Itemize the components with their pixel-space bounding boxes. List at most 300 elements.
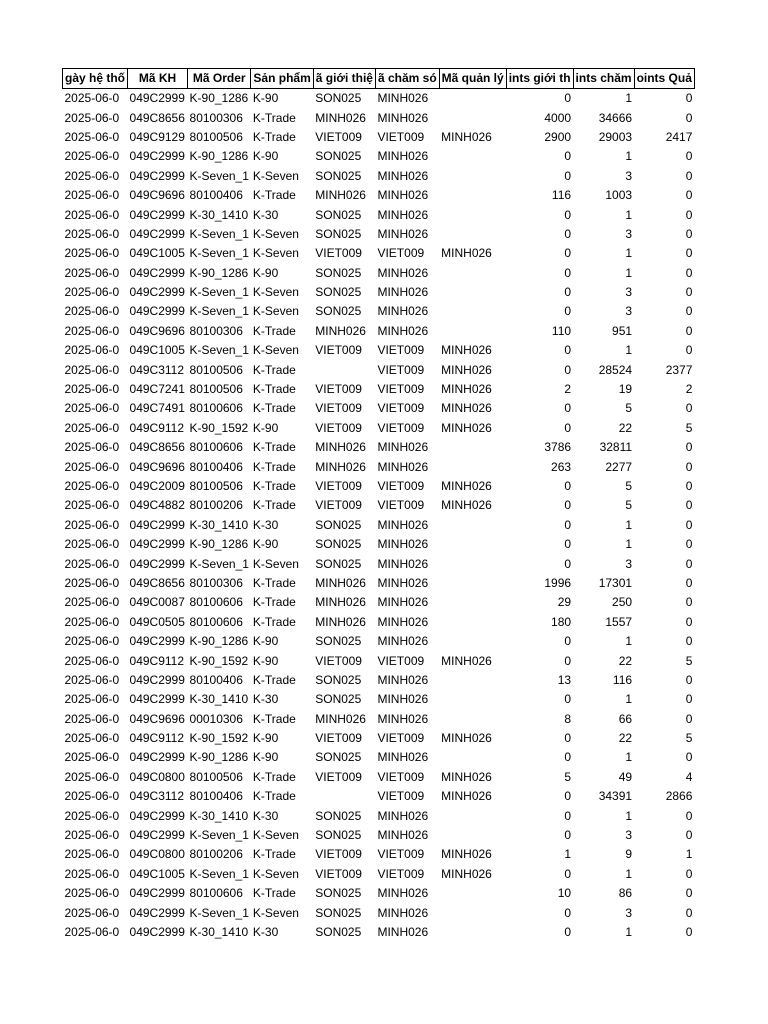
cell-referral-points: 0	[564, 789, 572, 804]
table-row	[63, 322, 695, 341]
cell-system-date: 2025-06-0	[64, 575, 120, 590]
cell-care-points: 1	[625, 517, 633, 532]
cell-customer-code: 049C9112	[129, 653, 185, 668]
cell-referrer-code: MINH026	[315, 440, 366, 455]
cell-care-points: 1	[625, 750, 633, 765]
cell-caretaker-code: VIET009	[377, 847, 425, 862]
cell-care-points: 250	[612, 595, 633, 610]
cell-system-date: 2025-06-0	[64, 517, 120, 532]
header-care-points: ints chăm	[573, 69, 634, 89]
cell-manager-points: 0	[685, 265, 693, 280]
cell-manager-points: 0	[685, 188, 693, 203]
cell-manager-points: 2417	[665, 129, 693, 144]
cell-product: K-Seven	[252, 343, 299, 358]
cell-order-code: K-90_1286	[189, 750, 249, 765]
cell-customer-code: 049C1005	[129, 866, 185, 881]
cell-caretaker-code: MINH026	[377, 808, 429, 823]
cell-product: K-Trade	[252, 769, 296, 784]
cell-referrer-code: VIET009	[315, 382, 362, 397]
cell-referrer-code: MINH026	[315, 459, 366, 474]
table-row	[63, 651, 695, 670]
cell-manager-points: 2377	[665, 362, 693, 377]
cell-manager-code: MINH026	[441, 479, 492, 493]
table-row	[63, 205, 695, 224]
cell-caretaker-code: VIET009	[377, 769, 425, 784]
cell-manager-points: 0	[685, 575, 693, 590]
cell-system-date: 2025-06-0	[64, 808, 120, 823]
cell-system-date: 2025-06-0	[64, 362, 120, 377]
cell-system-date: 2025-06-0	[64, 769, 120, 784]
cell-manager-code: MINH026	[441, 731, 492, 746]
cell-referrer-code: SON025	[315, 304, 362, 319]
cell-caretaker-code: MINH026	[377, 91, 429, 106]
cell-order-code: K-Seven_1	[189, 905, 249, 920]
cell-customer-code: 049C2009	[129, 479, 185, 493]
cell-product: K-Trade	[252, 886, 296, 901]
cell-system-date: 2025-06-0	[64, 168, 120, 183]
cell-manager-points: 0	[685, 750, 693, 765]
cell-care-points: 1	[625, 343, 633, 358]
cell-referral-points: 0	[564, 653, 572, 668]
cell-system-date: 2025-06-0	[64, 459, 120, 474]
cell-caretaker-code: MINH026	[377, 265, 429, 280]
cell-product: K-Seven	[252, 905, 299, 920]
cell-caretaker-code: MINH026	[377, 556, 429, 571]
cell-caretaker-code: VIET009	[377, 789, 425, 804]
cell-referrer-code: SON025	[315, 886, 362, 901]
table-row	[63, 806, 695, 825]
cell-care-points: 1	[625, 634, 633, 649]
cell-order-code: 80100206	[189, 498, 243, 513]
cell-product: K-30	[252, 517, 279, 532]
cell-customer-code: 049C2999	[129, 672, 185, 687]
cell-care-points: 116	[612, 672, 633, 687]
cell-caretaker-code: MINH026	[377, 517, 429, 532]
cell-manager-points: 5	[685, 731, 693, 746]
cell-product: K-Seven	[252, 866, 299, 881]
table-row	[63, 690, 695, 709]
table-row	[63, 167, 695, 186]
cell-product: K-Trade	[252, 711, 296, 726]
cell-customer-code: 049C2999	[129, 808, 185, 823]
cell-system-date: 2025-06-0	[64, 304, 120, 319]
cell-manager-points: 0	[685, 304, 693, 319]
cell-care-points: 3	[625, 168, 633, 183]
cell-system-date: 2025-06-0	[64, 420, 120, 435]
cell-product: K-Trade	[252, 362, 296, 377]
cell-caretaker-code: MINH026	[377, 575, 429, 590]
cell-caretaker-code: MINH026	[377, 614, 429, 629]
cell-referral-points: 10	[557, 886, 572, 901]
cell-referrer-code: SON025	[315, 226, 362, 241]
cell-manager-points: 0	[685, 924, 693, 939]
cell-manager-points: 0	[685, 634, 693, 649]
cell-system-date: 2025-06-0	[64, 537, 120, 552]
cell-manager-code	[439, 748, 506, 767]
cell-caretaker-code: VIET009	[377, 420, 425, 435]
cell-manager-code: MINH026	[441, 498, 492, 513]
cell-care-points: 3	[625, 285, 633, 300]
cell-caretaker-code: MINH026	[377, 459, 429, 474]
cell-order-code: K-30_1410	[189, 517, 249, 532]
cell-manager-points: 0	[685, 323, 693, 338]
table-row	[63, 128, 695, 147]
cell-manager-points: 2	[685, 382, 693, 397]
cell-referrer-code: VIET009	[315, 866, 362, 881]
cell-customer-code: 049C3112	[129, 789, 185, 804]
cell-manager-points: 0	[685, 886, 693, 901]
cell-order-code: 00010306	[189, 711, 243, 726]
cell-care-points: 1	[625, 207, 633, 222]
cell-order-code: 80100506	[189, 769, 243, 784]
cell-referrer-code: MINH026	[315, 188, 366, 203]
table-row	[63, 399, 695, 418]
cell-caretaker-code: MINH026	[377, 537, 429, 552]
cell-manager-code: MINH026	[441, 246, 492, 261]
cell-customer-code: 049C1005	[129, 246, 185, 261]
cell-referral-points: 0	[564, 401, 572, 416]
table-row	[63, 729, 695, 748]
cell-care-points: 34391	[598, 789, 633, 804]
cell-care-points: 951	[612, 323, 633, 338]
cell-order-code: 80100206	[189, 847, 243, 862]
cell-customer-code: 049C0800	[129, 769, 185, 784]
cell-system-date: 2025-06-0	[64, 382, 120, 397]
cell-product: K-30	[252, 207, 279, 222]
cell-referrer-code: SON025	[315, 537, 362, 552]
cell-system-date: 2025-06-0	[64, 653, 120, 668]
cell-product: K-Seven	[252, 246, 299, 261]
cell-order-code: 80100606	[189, 401, 243, 416]
cell-system-date: 2025-06-0	[64, 110, 120, 125]
cell-referral-points: 1	[564, 847, 572, 862]
table-row	[63, 341, 695, 360]
cell-order-code: 80100506	[189, 362, 243, 377]
cell-care-points: 29003	[598, 129, 633, 144]
cell-referral-points: 0	[564, 731, 572, 746]
cell-customer-code: 049C7241	[129, 382, 185, 397]
cell-referrer-code: SON025	[315, 265, 362, 280]
table-row	[63, 380, 695, 399]
cell-referral-points: 0	[564, 343, 572, 358]
header-manager-code: Mã quản lý	[439, 69, 506, 89]
cell-care-points: 1	[625, 692, 633, 707]
cell-customer-code: 049C8656	[129, 110, 185, 125]
cell-referrer-code	[313, 360, 375, 379]
cell-product: K-30	[252, 692, 279, 707]
cell-order-code: K-Seven_1	[189, 226, 249, 241]
cell-customer-code: 049C2999	[129, 886, 185, 901]
cell-referral-points: 0	[564, 285, 572, 300]
cell-manager-points: 0	[685, 479, 693, 493]
cell-referrer-code: SON025	[315, 556, 362, 571]
cell-manager-code	[439, 264, 506, 283]
cell-referrer-code: SON025	[315, 808, 362, 823]
cell-customer-code: 049C2999	[129, 692, 185, 707]
cell-care-points: 1	[625, 265, 633, 280]
cell-manager-code	[439, 923, 506, 942]
cell-order-code: 80100506	[189, 479, 243, 493]
cell-manager-code: MINH026	[441, 129, 492, 144]
cell-system-date: 2025-06-0	[64, 188, 120, 203]
cell-referrer-code: VIET009	[315, 653, 362, 668]
cell-order-code: K-90_1286	[189, 537, 249, 552]
cell-product: K-Seven	[252, 304, 299, 319]
cell-care-points: 28524	[598, 362, 633, 377]
spreadsheet	[62, 68, 695, 942]
table-row	[63, 438, 695, 457]
cell-customer-code: 049C2999	[129, 207, 185, 222]
cell-customer-code: 049C9696	[129, 711, 185, 726]
cell-manager-code	[439, 147, 506, 166]
table-row	[63, 613, 695, 632]
cell-order-code: 80100406	[189, 789, 243, 804]
table-row	[63, 264, 695, 283]
cell-manager-code	[439, 516, 506, 535]
cell-system-date: 2025-06-0	[64, 866, 120, 881]
cell-referrer-code: MINH026	[315, 323, 366, 338]
cell-referral-points: 0	[564, 498, 572, 513]
cell-referrer-code: SON025	[315, 285, 362, 300]
cell-referral-points: 0	[564, 537, 572, 552]
cell-manager-points: 0	[685, 498, 693, 513]
cell-system-date: 2025-06-0	[64, 265, 120, 280]
cell-manager-code: MINH026	[441, 866, 492, 881]
header-manager-points: oints Quả	[634, 69, 694, 89]
cell-manager-points: 0	[685, 556, 693, 571]
cell-customer-code: 049C2999	[129, 828, 185, 843]
table-row	[63, 768, 695, 787]
cell-care-points: 3	[625, 828, 633, 843]
cell-referral-points: 4000	[544, 110, 572, 125]
cell-customer-code: 049C2999	[129, 924, 185, 939]
cell-order-code: 80100306	[189, 575, 243, 590]
header-system-date: gày hệ thố	[63, 69, 128, 89]
cell-referrer-code: VIET009	[315, 420, 362, 435]
cell-manager-code	[439, 438, 506, 457]
table-row	[63, 554, 695, 573]
cell-referrer-code: SON025	[315, 168, 362, 183]
table-row	[63, 710, 695, 729]
cell-caretaker-code: VIET009	[377, 866, 425, 881]
cell-care-points: 1003	[605, 188, 633, 203]
cell-order-code: 80100406	[189, 672, 243, 687]
cell-order-code: K-30_1410	[189, 692, 249, 707]
cell-system-date: 2025-06-0	[64, 91, 120, 106]
cell-caretaker-code: MINH026	[377, 634, 429, 649]
cell-caretaker-code: MINH026	[377, 149, 429, 164]
cell-manager-code: MINH026	[441, 847, 492, 862]
cell-product: K-30	[252, 808, 279, 823]
cell-system-date: 2025-06-0	[64, 672, 120, 687]
cell-caretaker-code: MINH026	[377, 905, 429, 920]
cell-product: K-Trade	[252, 401, 296, 416]
cell-system-date: 2025-06-0	[64, 129, 120, 144]
cell-customer-code: 049C9129	[129, 129, 185, 144]
cell-care-points: 3	[625, 226, 633, 241]
cell-referrer-code: VIET009	[315, 731, 362, 746]
cell-manager-points: 0	[685, 285, 693, 300]
cell-order-code: K-Seven_1	[189, 168, 249, 183]
cell-order-code: K-90_1592	[189, 731, 249, 746]
table-row	[63, 244, 695, 263]
cell-referral-points: 0	[564, 362, 572, 377]
cell-order-code: 80100606	[189, 614, 243, 629]
cell-manager-code	[439, 710, 506, 729]
cell-order-code: K-Seven_1	[189, 866, 249, 881]
cell-customer-code: 049C2999	[129, 750, 185, 765]
cell-manager-points: 0	[685, 149, 693, 164]
cell-order-code: K-90_1286	[189, 91, 249, 106]
cell-customer-code: 049C4882	[129, 498, 185, 513]
cell-referral-points: 180	[551, 614, 572, 629]
cell-customer-code: 049C2999	[129, 285, 185, 300]
cell-manager-points: 0	[685, 711, 693, 726]
cell-order-code: K-90_1592	[189, 653, 249, 668]
cell-care-points: 3	[625, 556, 633, 571]
cell-manager-code: MINH026	[441, 420, 492, 435]
cell-manager-code	[439, 826, 506, 845]
cell-customer-code: 049C2999	[129, 168, 185, 183]
cell-product: K-Trade	[252, 188, 296, 203]
cell-referrer-code: MINH026	[315, 711, 366, 726]
cell-manager-code: MINH026	[441, 789, 492, 804]
cell-referrer-code: VIET009	[315, 769, 362, 784]
cell-caretaker-code: MINH026	[377, 168, 429, 183]
cell-care-points: 5	[625, 498, 633, 513]
cell-order-code: 80100506	[189, 129, 243, 144]
cell-referral-points: 0	[564, 517, 572, 532]
cell-system-date: 2025-06-0	[64, 149, 120, 164]
cell-order-code: K-90_1592	[189, 420, 249, 435]
cell-system-date: 2025-06-0	[64, 789, 120, 804]
cell-caretaker-code: VIET009	[377, 498, 425, 513]
cell-referrer-code: SON025	[315, 905, 362, 920]
table-row	[63, 903, 695, 922]
cell-system-date: 2025-06-0	[64, 711, 120, 726]
cell-referral-points: 29	[557, 595, 572, 610]
cell-referral-points: 2	[564, 382, 572, 397]
table-row	[63, 535, 695, 554]
header-referrer-code: ã giới thiệ	[313, 69, 375, 89]
cell-system-date: 2025-06-0	[64, 343, 120, 358]
cell-manager-points: 1	[685, 847, 693, 862]
cell-product: K-Trade	[252, 614, 296, 629]
cell-referrer-code: MINH026	[315, 110, 366, 125]
cell-caretaker-code: VIET009	[377, 343, 425, 358]
cell-order-code: K-Seven_1	[189, 304, 249, 319]
cell-manager-code: MINH026	[441, 401, 492, 416]
cell-care-points: 66	[618, 711, 633, 726]
cell-caretaker-code: MINH026	[377, 323, 429, 338]
cell-care-points: 22	[618, 731, 633, 746]
cell-referrer-code: VIET009	[315, 129, 362, 144]
cell-manager-code	[439, 302, 506, 321]
cell-order-code: K-30_1410	[189, 207, 249, 222]
cell-manager-code	[439, 205, 506, 224]
cell-caretaker-code: MINH026	[377, 672, 429, 687]
cell-product: K-30	[252, 924, 279, 939]
cell-product: K-90	[252, 653, 279, 668]
table-row	[63, 225, 695, 244]
table-row	[63, 457, 695, 476]
cell-manager-points: 0	[685, 537, 693, 552]
table-row	[63, 477, 695, 496]
cell-system-date: 2025-06-0	[64, 498, 120, 513]
cell-manager-points: 0	[685, 866, 693, 881]
cell-product: K-90	[252, 91, 279, 106]
cell-care-points: 1	[625, 149, 633, 164]
cell-referral-points: 0	[564, 924, 572, 939]
cell-product: K-Trade	[252, 672, 296, 687]
cell-system-date: 2025-06-0	[64, 886, 120, 901]
cell-product: K-Seven	[252, 828, 299, 843]
cell-product: K-Seven	[252, 285, 299, 300]
cell-caretaker-code: MINH026	[377, 924, 429, 939]
table-row	[63, 574, 695, 593]
cell-manager-points: 0	[685, 905, 693, 920]
cell-manager-points: 0	[685, 401, 693, 416]
cell-referrer-code: SON025	[315, 149, 362, 164]
cell-referrer-code: VIET009	[315, 479, 362, 493]
cell-product: K-Trade	[252, 323, 296, 338]
cell-referral-points: 0	[564, 265, 572, 280]
cell-care-points: 1	[625, 246, 633, 261]
cell-order-code: K-90_1286	[189, 149, 249, 164]
cell-caretaker-code: VIET009	[377, 731, 425, 746]
cell-manager-code	[439, 186, 506, 205]
cell-referral-points: 263	[551, 459, 572, 474]
table-body	[63, 89, 695, 943]
cell-system-date: 2025-06-0	[64, 614, 120, 629]
cell-referrer-code: SON025	[315, 750, 362, 765]
cell-customer-code: 049C9696	[129, 188, 185, 203]
cell-customer-code: 049C2999	[129, 149, 185, 164]
cell-customer-code: 049C9112	[129, 731, 185, 746]
cell-system-date: 2025-06-0	[64, 905, 120, 920]
cell-referral-points: 8	[564, 711, 572, 726]
cell-manager-points: 0	[685, 692, 693, 707]
cell-manager-points: 0	[685, 207, 693, 222]
cell-caretaker-code: MINH026	[377, 711, 429, 726]
cell-caretaker-code: VIET009	[377, 362, 425, 377]
cell-customer-code: 049C0505	[129, 614, 185, 629]
cell-product: K-Trade	[252, 575, 296, 590]
cell-system-date: 2025-06-0	[64, 556, 120, 571]
cell-order-code: K-Seven_1	[189, 246, 249, 261]
cell-manager-points: 0	[685, 440, 693, 455]
cell-referrer-code: MINH026	[315, 595, 366, 610]
cell-customer-code: 049C2999	[129, 226, 185, 241]
cell-caretaker-code: VIET009	[377, 401, 425, 416]
cell-product: K-Trade	[252, 595, 296, 610]
cell-manager-points: 0	[685, 517, 693, 532]
cell-customer-code: 049C1005	[129, 343, 185, 358]
table-row	[63, 845, 695, 864]
cell-care-points: 22	[618, 653, 633, 668]
cell-system-date: 2025-06-0	[64, 924, 120, 939]
cell-manager-points: 0	[685, 226, 693, 241]
cell-system-date: 2025-06-0	[64, 479, 120, 493]
cell-product: K-Seven	[252, 556, 299, 571]
cell-referral-points: 1996	[544, 575, 572, 590]
cell-referral-points: 0	[564, 866, 572, 881]
cell-manager-points: 0	[685, 808, 693, 823]
cell-manager-code	[439, 574, 506, 593]
cell-product: K-Trade	[252, 110, 296, 125]
table-row	[63, 923, 695, 942]
cell-system-date: 2025-06-0	[64, 246, 120, 261]
